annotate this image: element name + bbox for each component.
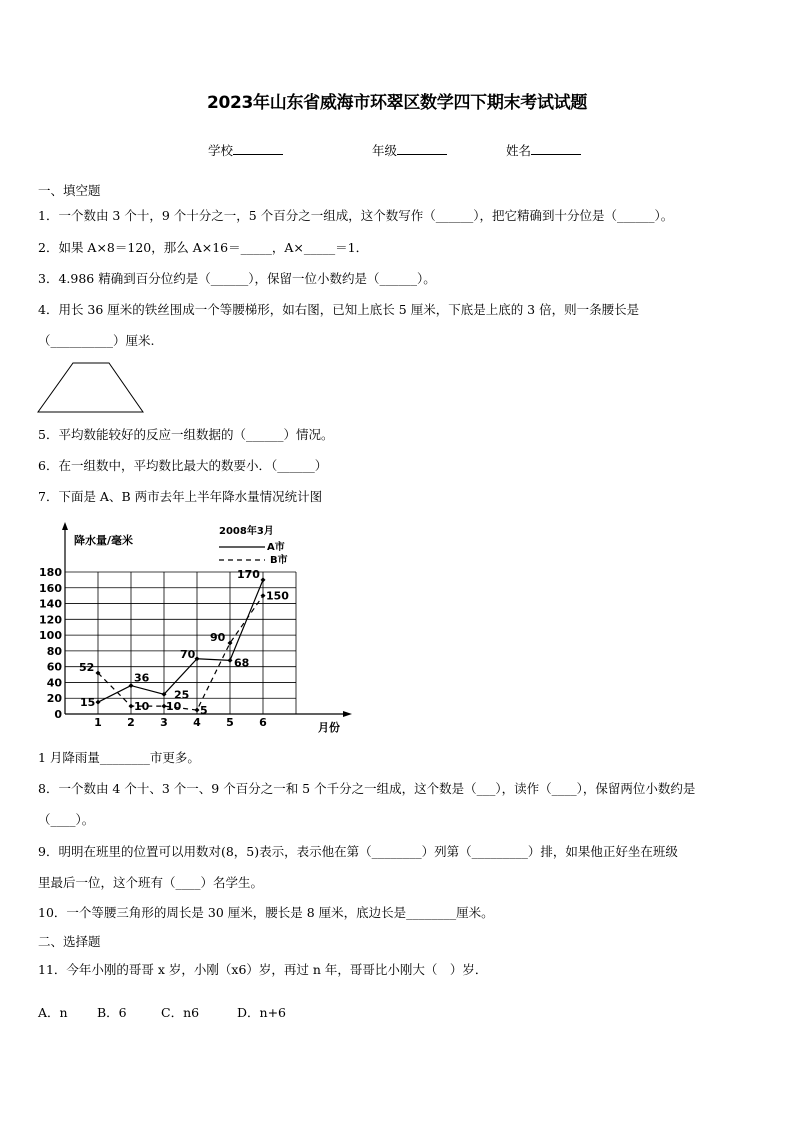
option-a[interactable]: A．n <box>38 1005 68 1020</box>
question-11: 11．今年小刚的哥哥 x 岁，小刚（x6）岁，再过 n 年，哥哥比小刚大（ ）岁． <box>38 962 488 977</box>
legend-a-label: A市 <box>267 542 285 553</box>
data-label: 150 <box>266 589 289 603</box>
data-label: 68 <box>234 656 250 670</box>
data-label: 90 <box>210 631 226 644</box>
y-tick-label: 180 <box>39 566 62 579</box>
y-axis-label: 降水量/毫米 <box>74 534 134 547</box>
x-tick-label: 5 <box>226 716 234 729</box>
name-field[interactable]: 姓名 <box>506 142 581 159</box>
y-tick-label: 140 <box>39 597 62 611</box>
legend-b-label: B市 <box>270 555 288 566</box>
question-9: 9．明明在班里的位置可以用数对(8，5)表示，表示他在第（________）列第（_________）排，如果他正好坐在班级 <box>38 844 678 859</box>
question-1: 1．一个数由 3 个十，9 个十分之一，5 个百分之一组成，这个数写作（______），把它精确到十分位是（______）。 <box>38 208 674 223</box>
data-label: 52 <box>79 660 95 674</box>
x-axis-arrow <box>343 711 352 717</box>
data-point <box>261 593 266 598</box>
question-8-answer: （____）。 <box>38 812 95 827</box>
y-tick-label: 60 <box>46 660 62 674</box>
question-8: 8．一个数由 4 个十、3 个一、9 个百分之一和 5 个千分之一组成，这个数是（___），读作（____），保留两位小数约是 <box>38 781 696 796</box>
data-point <box>129 683 134 688</box>
x-tick-label: 3 <box>160 716 168 729</box>
section-multiple-choice: 二、选择题 <box>38 934 101 949</box>
data-point <box>228 658 233 663</box>
x-axis-label: 月份 <box>318 721 340 734</box>
y-tick-label: 0 <box>54 708 62 721</box>
data-label: 15 <box>80 696 96 710</box>
question-4: 4．用长 36 厘米的铁丝围成一个等腰梯形，如右图，已知上底长 5 厘米，下底是上底的 3 倍，则一条腰长是 <box>38 302 640 317</box>
y-axis-arrow <box>62 522 68 530</box>
option-d[interactable]: D．n+6 <box>237 1005 286 1020</box>
x-tick-label: 6 <box>259 716 267 729</box>
y-tick-label: 100 <box>39 629 62 643</box>
data-label: 25 <box>174 688 190 702</box>
series-line-a <box>98 580 263 702</box>
question-5: 5．平均数能较好的反应一组数据的（______）情况。 <box>38 427 334 442</box>
x-tick-label: 1 <box>94 716 102 729</box>
question-10: 10．一个等腰三角形的周长是 30 厘米，腰长是 8 厘米，底边长是________厘米。 <box>38 905 494 920</box>
grade-field[interactable]: 年级 <box>372 142 447 159</box>
data-label: 10 <box>134 700 150 714</box>
option-c[interactable]: C．n6 <box>161 1005 200 1020</box>
data-point <box>96 700 101 705</box>
data-label: 10 <box>166 700 182 714</box>
question-9-cont: 里最后一位，这个班有（____）名学生。 <box>38 875 264 890</box>
y-tick-label: 80 <box>46 644 62 658</box>
y-tick-label: 20 <box>46 692 62 706</box>
chart-title: 2008年3月 <box>219 526 274 537</box>
question-3: 3．4.986 精确到百分位约是（______），保留一位小数约是（______）。 <box>38 271 436 286</box>
trapezoid-figure <box>37 362 147 414</box>
y-tick-label: 40 <box>46 676 62 690</box>
school-field[interactable]: 学校 <box>208 142 283 159</box>
question-7: 7．下面是 A、B 两市去年上半年降水量情况统计图 <box>38 489 323 504</box>
question-7-blank: 1 月降雨量________市更多。 <box>38 750 200 765</box>
y-tick-label: 120 <box>39 613 62 627</box>
data-point <box>261 577 266 582</box>
x-tick-label: 2 <box>127 716 135 729</box>
rainfall-line-chart <box>30 518 360 740</box>
section-fill-blank: 一、填空题 <box>38 183 101 198</box>
data-label: 36 <box>134 671 150 685</box>
data-label: 70 <box>180 647 196 661</box>
y-tick-label: 160 <box>39 581 62 595</box>
data-point <box>129 704 134 709</box>
x-tick-label: 4 <box>193 716 201 729</box>
question-4-answer: （__________）厘米. <box>38 333 155 348</box>
data-point <box>195 708 200 713</box>
data-label: 170 <box>237 567 260 581</box>
question-6: 6．在一组数中，平均数比最大的数要小．（______） <box>38 458 328 473</box>
page-title: 2023年山东省威海市环翠区数学四下期末考试试题 <box>206 93 588 113</box>
question-2: 2．如果 A×8＝120，那么 A×16＝_____，A×_____＝1． <box>38 240 369 255</box>
option-b[interactable]: B．6 <box>97 1005 127 1020</box>
data-label: 5 <box>200 704 208 718</box>
